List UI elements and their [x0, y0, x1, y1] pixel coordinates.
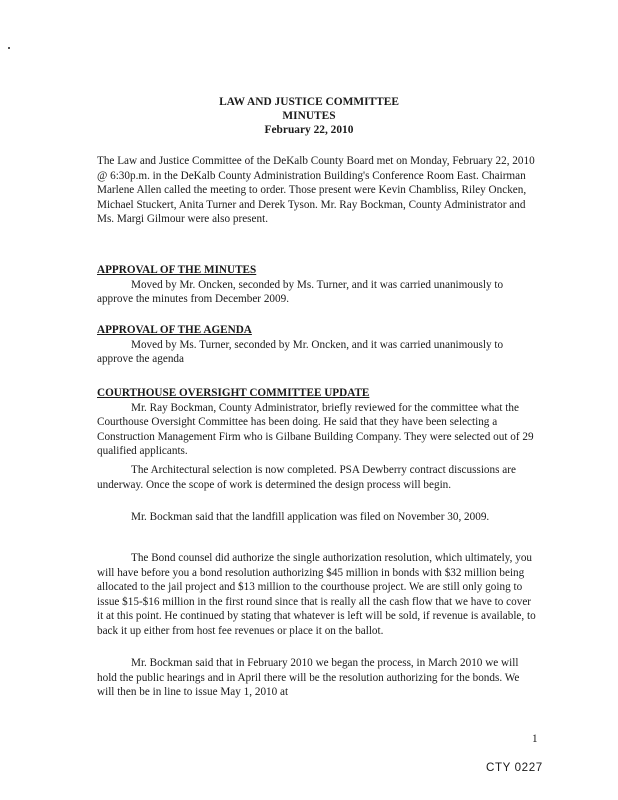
courthouse-paragraph-5-block: [97, 656, 539, 700]
section-agenda: [97, 323, 539, 367]
page-number: 1: [532, 733, 538, 745]
courthouse-paragraph-1: Mr. Ray Bockman, County Administrator, briefly reviewed for the committee what the Courthouse Oversight Committee has been doing. He said that they have been selecting a Construction Management Firm who is Gilbane Building Company. They were selected out of 29 qualified applicants.: [97, 401, 534, 458]
document-subtitle: MINUTES: [282, 110, 336, 122]
courthouse-paragraph-2-block: [97, 463, 539, 492]
scan-speck: [8, 47, 10, 49]
intro-paragraph: [97, 154, 539, 227]
courthouse-paragraph-4: The Bond counsel did authorize the single authorization resolution, which ultimately, you will have before you a bond resolution authorizing $45 million in bonds with $32 million being allocated to the jail project and $13 million to the courthouse project. We are still only going to issue $15-$16 million in the first round since that is really all the cash flow that we have to cover it at this point. He continued by stating that whatever is left will be sold, if revenue is available, to back it up either from host fee revenues or place it on the ballot.: [97, 552, 536, 637]
courthouse-heading: COURTHOUSE OVERSIGHT COMMITTEE UPDATE: [97, 387, 370, 399]
section-minutes: [97, 263, 539, 307]
document-date: February 22, 2010: [264, 124, 354, 136]
minutes-body: Moved by Mr. Oncken, seconded by Ms. Turner, and it was carried unanimously to approve the minutes from December 2009.: [97, 278, 504, 306]
courthouse-paragraph-3: Mr. Bockman said that the landfill application was filed on November 30, 2009.: [131, 511, 490, 523]
courthouse-paragraph-3-block: [97, 510, 539, 525]
courthouse-paragraph-2: The Architectural selection is now completed. PSA Dewberry contract discussions are underway. Once the scope of work is determined the design process will begin.: [97, 464, 516, 491]
section-courthouse: [97, 386, 539, 459]
document-title: LAW AND JUSTICE COMMITTEE: [219, 96, 399, 108]
agenda-heading: APPROVAL OF THE AGENDA: [97, 324, 252, 336]
courthouse-paragraph-4-block: [97, 551, 539, 639]
bates-number: CTY 0227: [486, 761, 543, 774]
intro-text: The Law and Justice Committee of the DeKalb County Board met on Monday, February 22, 2010 @ 6:30p.m. in the DeKalb County Administration Building's Conference Room East. Chairman Marlene Allen called the meeting to order. Those present were Kevin Chambliss, Riley Oncken, Michael Stuckert, Anita Turner and Derek Tyson. Mr. Ray Bockman, County Administrator and Ms. Margi Gilmour were also present.: [97, 155, 535, 226]
agenda-body: Moved by Ms. Turner, seconded by Mr. Oncken, and it was carried unanimously to approve the agenda: [97, 338, 504, 366]
courthouse-paragraph-5: Mr. Bockman said that in February 2010 we began the process, in March 2010 we will hold the public hearings and in April there will be the resolution authorizing for the bonds. We will then be in line to issue May 1, 2010 at: [97, 657, 520, 699]
minutes-heading: APPROVAL OF THE MINUTES: [97, 264, 257, 276]
